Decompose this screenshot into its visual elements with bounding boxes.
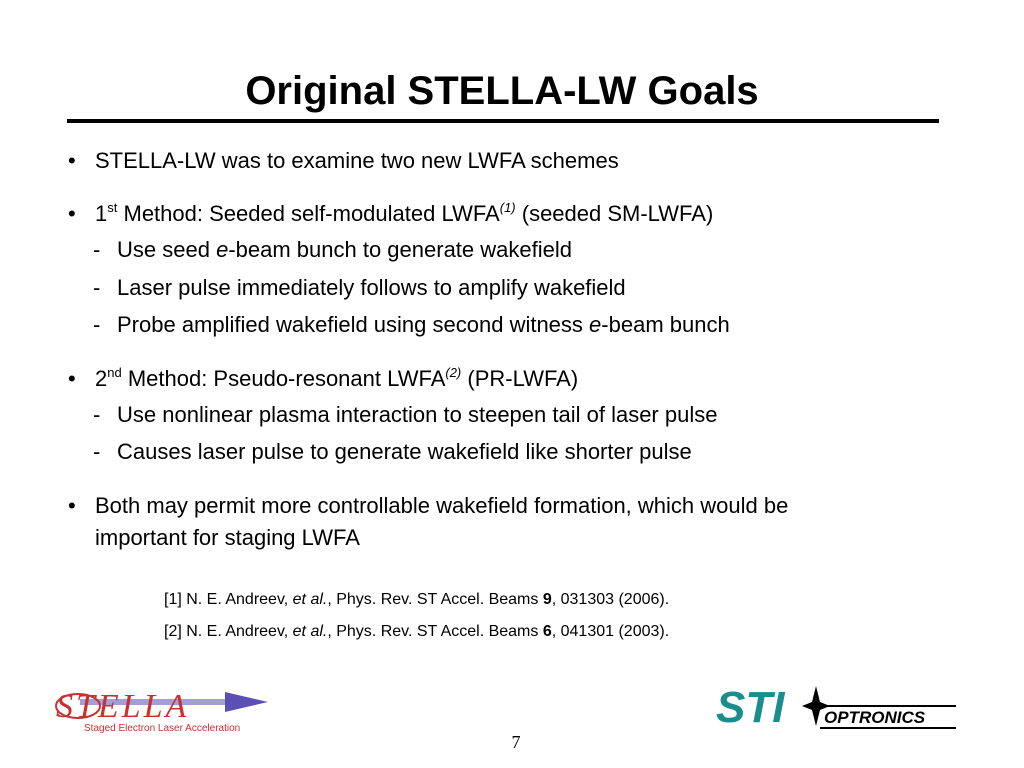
- method-title: Method: Seeded self-modulated LWFA: [117, 201, 500, 226]
- reference-text: [2] N. E. Andreev,: [164, 623, 293, 640]
- dash-marker: -: [93, 312, 101, 337]
- bullet-1-text: STELLA-LW was to examine two new LWFA schemes: [95, 148, 619, 173]
- electron-symbol: e: [216, 237, 229, 262]
- sti-optronics-text: OPTRONICS: [824, 708, 926, 727]
- bullet-marker: •: [68, 366, 76, 391]
- reference-text: , 031303 (2006).: [551, 591, 670, 608]
- method-number: 2: [95, 366, 108, 391]
- bullet-marker: •: [68, 148, 76, 173]
- reference-et-al: et al.: [292, 591, 328, 608]
- sti-wordmark: STI: [716, 683, 785, 732]
- bullet-4-line-2: important for staging LWFA: [95, 525, 360, 550]
- sub-bullet: Laser pulse immediately follows to amplify wakefield: [117, 275, 626, 300]
- stella-subtitle: Staged Electron Laser Acceleration: [84, 723, 241, 734]
- stella-arrow-head: [225, 692, 268, 712]
- dash-marker: -: [93, 439, 101, 464]
- method-abbrev: (seeded SM-LWFA): [515, 201, 714, 226]
- slide-title: Original STELLA-LW Goals: [245, 69, 759, 113]
- citation-marker: (2): [445, 365, 462, 380]
- bullet-marker: •: [68, 201, 76, 226]
- reference-2: [164, 621, 669, 643]
- reference-text: [1] N. E. Andreev,: [164, 591, 293, 608]
- bullet-4-line-1: Both may permit more controllable wakefield formation, which would be: [95, 493, 789, 518]
- method-abbrev: (PR-LWFA): [461, 366, 579, 391]
- dash-marker: -: [93, 402, 101, 427]
- method-number: 1: [95, 201, 108, 226]
- sti-optronics-logo: [712, 680, 962, 732]
- dash-marker: -: [93, 275, 101, 300]
- ordinal-suffix: st: [107, 200, 118, 215]
- title-underline: [67, 119, 939, 123]
- citation-marker: (1): [499, 200, 516, 215]
- bullet-2-text: [95, 199, 713, 229]
- dash-marker: -: [93, 237, 101, 262]
- reference-text: , Phys. Rev. ST Accel. Beams: [327, 623, 543, 640]
- stella-logo: [50, 680, 290, 740]
- sti-rule-bottom: [820, 727, 956, 729]
- reference-text: , 041301 (2003).: [551, 623, 670, 640]
- sub-bullet-text: Probe amplified wakefield using second witness: [117, 312, 590, 337]
- ordinal-suffix: nd: [107, 365, 122, 380]
- sub-bullet: Use nonlinear plasma interaction to steepen tail of laser pulse: [117, 402, 718, 427]
- reference-text: , Phys. Rev. ST Accel. Beams: [327, 591, 543, 608]
- reference-1: [164, 589, 669, 611]
- reference-et-al: et al.: [292, 623, 328, 640]
- sub-bullet-text: -beam bunch to generate wakefield: [228, 237, 572, 262]
- sub-bullet: [117, 235, 572, 265]
- bullet-marker: •: [68, 493, 76, 518]
- sub-bullet-text: Use seed: [117, 237, 217, 262]
- sub-bullet: Causes laser pulse to generate wakefield like shorter pulse: [117, 439, 692, 464]
- sti-rule-top: [820, 705, 956, 707]
- reference-volume: 6: [542, 623, 552, 640]
- page-number: 7: [511, 732, 521, 752]
- sub-bullet-text: -beam bunch: [601, 312, 730, 337]
- bullet-3-text: [95, 364, 578, 394]
- stella-wordmark: STELLA: [56, 688, 190, 725]
- reference-volume: 9: [542, 591, 552, 608]
- electron-symbol: e: [589, 312, 602, 337]
- sub-bullet: [117, 310, 730, 340]
- method-title: Method: Pseudo-resonant LWFA: [121, 366, 446, 391]
